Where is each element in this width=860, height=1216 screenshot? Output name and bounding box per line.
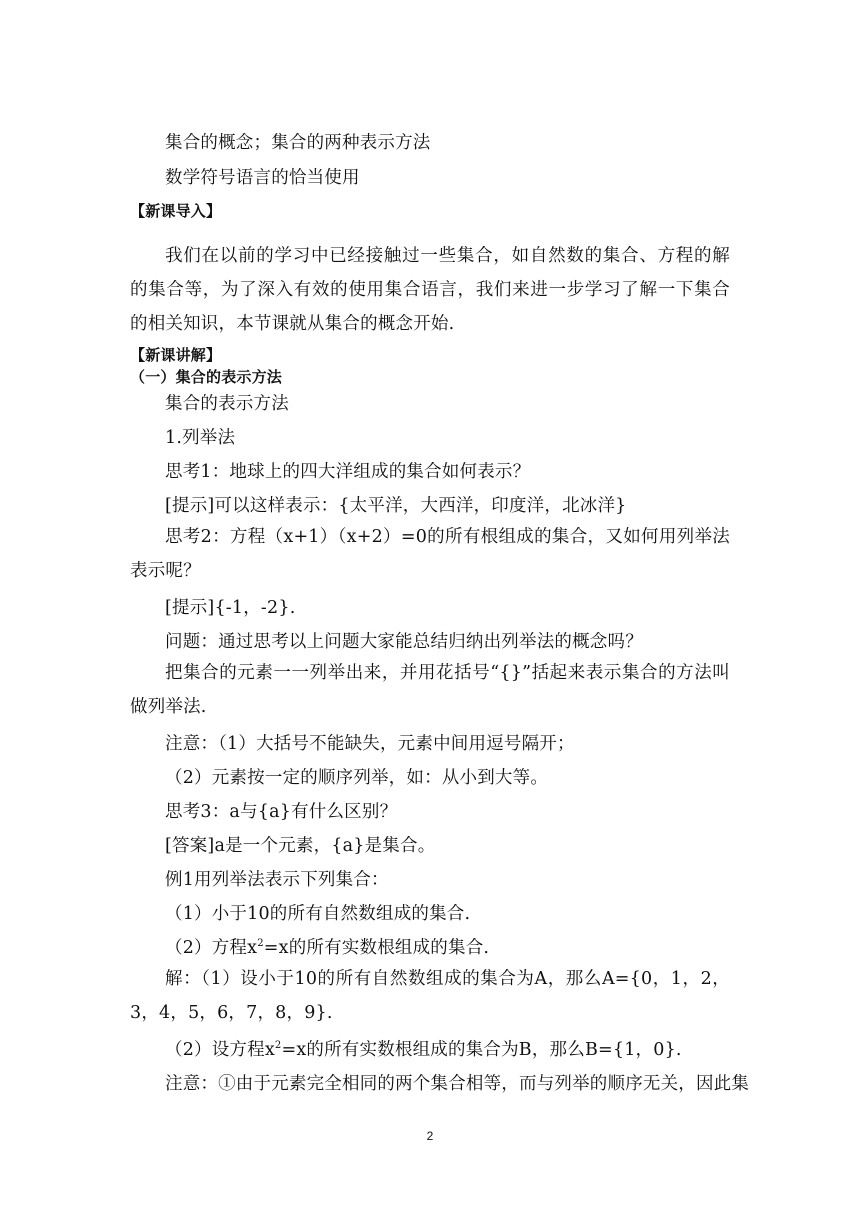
text-line: 例1用列举法表示下列集合： [165, 870, 389, 890]
superscript: 2 [257, 938, 264, 950]
section-heading-new-lesson-intro: 【新课导入】 [130, 202, 222, 220]
text-line: [提示]{-1，-2}. [165, 598, 296, 618]
text-line: [提示]可以这样表示：{太平洋，大西洋，印度洋，北冰洋} [165, 496, 627, 516]
text-line [165, 1039, 682, 1061]
section-heading-new-lesson-explain: 【新课讲解】 [130, 346, 222, 364]
text-line: 注意：（1）大括号不能缺失，元素中间用逗号隔开； [165, 734, 575, 754]
text-fragment: =x的所有实数根组成的集合. [263, 938, 490, 958]
page-number: 2 [426, 1129, 434, 1143]
text-line [165, 937, 489, 959]
text-line: [答案]a是一个元素，{a}是集合。 [165, 836, 436, 856]
definition-paragraph: 把集合的元素一一列举出来，并用花括号“{}”括起来表示集合的方法叫做列举法. [130, 663, 730, 717]
text-line: 数学符号语言的恰当使用 [165, 168, 360, 188]
intro-paragraph: 我们在以前的学习中已经接触过一些集合，如自然数的集合、方程的解的集合等，为了深入有效的使用集合语言，我们来进一步学习了解一下集合的相关知识，本节课就从集合的概念开始. [130, 246, 730, 334]
text-line: （2）元素按一定的顺序列举，如：从小到大等。 [165, 768, 549, 788]
solution-paragraph: 解：（1）设小于10的所有自然数组成的集合为A，那么A={0，1，2，3，4，5，6，7，8，9}. [130, 969, 730, 1023]
think2-paragraph: 思考2：方程（x+1）（x+2）=0的所有根组成的集合，又如何用列举法表示呢？ [130, 527, 730, 581]
text-fragment: （2）方程x [165, 938, 258, 958]
text-line: 思考1：地球上的四大洋组成的集合如何表示？ [165, 462, 531, 482]
text-line: 1.列举法 [165, 428, 236, 448]
text-line: 集合的表示方法 [165, 394, 289, 414]
text-line: 问题：通过思考以上问题大家能总结归纳出列举法的概念吗？ [165, 632, 643, 652]
text-line: 注意：①由于元素完全相同的两个集合相等，而与列举的顺序无关，因此集 [165, 1074, 750, 1094]
subsection-heading: （一）集合的表示方法 [130, 368, 283, 386]
superscript: 2 [274, 1040, 282, 1052]
text-line: （1）小于10的所有自然数组成的集合. [165, 904, 471, 924]
text-fragment: （2）设方程x [165, 1040, 275, 1060]
text-line: 思考3：a与{a}有什么区别？ [165, 802, 398, 822]
text-line: 集合的概念；集合的两种表示方法 [165, 133, 431, 153]
text-fragment: =x的所有实数根组成的集合为B，那么B={1，0}. [281, 1040, 682, 1060]
